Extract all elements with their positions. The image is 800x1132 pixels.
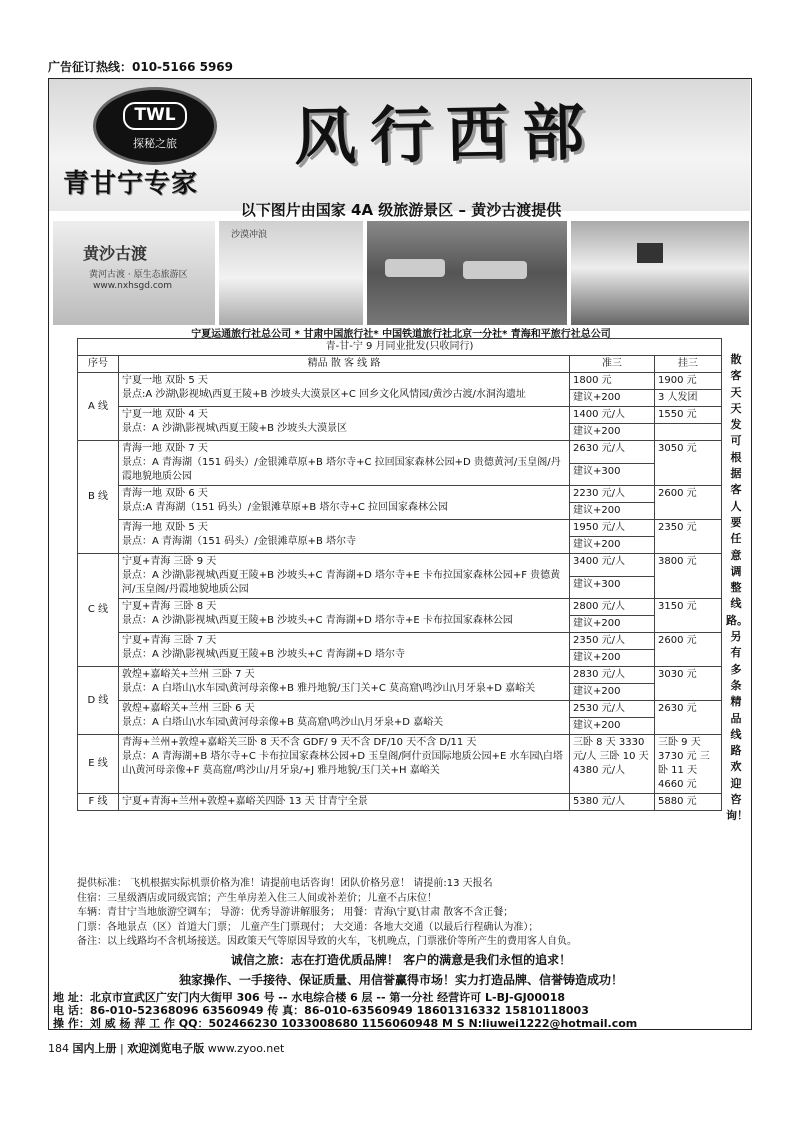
col-header: 准三: [570, 356, 655, 373]
route-cell: [119, 599, 570, 633]
price-standard: 2530 元/人: [570, 701, 655, 718]
motto-operation: 独家操作、一手接待、保证质量、用信誉赢得市场！实力打造品牌、信誉铸造成功！: [178, 973, 623, 987]
table-row: [78, 735, 722, 794]
route-cell: [119, 701, 570, 735]
price-note: 建议+200: [570, 650, 655, 667]
route-title: 宁夏+青海 三卧 9 天: [122, 556, 217, 567]
contact-block: [53, 991, 753, 1030]
contact-address: 地 址：北京市宣武区广安门内大街甲 306 号 -- 水电综合楼 6 层 -- 第一分社 经营许可 L-BJ-GJ00018: [53, 991, 566, 1004]
table-row: [78, 667, 722, 684]
contact-phone: 电 话：86-010-52368096 63560949 传 真：86-010-63560949 18601316332 15810118003: [53, 1004, 589, 1017]
main-title: 风行西部: [293, 95, 599, 174]
terms-remarks: 备注：以上线路均不含机场接送。因政策天气等原因导致的火车，飞机晚点，门票涨价等所产生的费用客人自负。: [77, 936, 577, 947]
route-title: 宁夏+青海 三卧 8 天: [122, 601, 217, 612]
line-label: B 线: [78, 441, 119, 554]
price-standard: 2230 元/人: [570, 486, 655, 503]
terms-lodging: 住宿：三星级酒店或同级宾馆；产生单房差入住三人间或补差价；儿童不占床位！: [77, 892, 437, 904]
price-hotel: 3030 元: [655, 667, 722, 701]
photo-url: www.nxhsgd.com: [93, 281, 173, 291]
price-standard: 1400 元/人: [570, 407, 655, 424]
route-title: 敦煌+嘉峪关+兰州 三卧 7 天: [122, 669, 255, 680]
price-note: 建议+300: [570, 463, 655, 486]
route-cell: [119, 794, 570, 811]
route-spots: 景点：A 青海湖（151 码头）/金银滩草原+B 塔尔寺+C 拉回国家森林公园+D 贵德黄河/玉皇阁/丹霞地貌地质公园: [122, 457, 561, 482]
route-title: 敦煌+嘉峪关+兰州 三卧 6 天: [122, 703, 255, 714]
advertisement-frame: [48, 78, 752, 1030]
price-note: [655, 424, 722, 441]
terms-vehicle: 车辆：青甘宁当地旅游空调车； 导游：优秀导游讲解服务； 用餐：青海\宁夏\甘肃 散客不含正餐；: [77, 907, 514, 918]
price-note: 建议+200: [570, 424, 655, 441]
terms-standard: 提供标准： 飞机根据实际机票价格为准！请提前电话咨询！团队价格另意！ 请提前:13 天报名: [77, 878, 493, 889]
line-label: F 线: [78, 794, 119, 811]
photo-pavilion: [571, 221, 749, 325]
photo-credit: 以下图片由国家 4A 级旅游景区 – 黄沙古渡提供: [240, 201, 562, 219]
logo-name: 探秘之旅: [133, 137, 177, 150]
route-cell: [119, 373, 570, 407]
motto-integrity: 诚信之旅：志在打造优质品牌！ 客户的满意是我们永恒的追求！: [230, 953, 572, 967]
route-spots: 景点：A 青海湖+B 塔尔寺+C 卡布拉国家森林公园+D 玉皇阁/阿什贡国际地质公园+E 水车园\白塔山\黄河母亲像+F 莫高窟/鸣沙山/月牙泉/+J 雅丹地貌/玉门关+H 嘉峪关: [122, 751, 563, 776]
price-note: 建议+200: [570, 718, 655, 735]
price-note: 建议+200: [570, 390, 655, 407]
table-row: [78, 554, 722, 577]
header-banner: [49, 79, 750, 211]
contact-operators: 操 作：刘 威 杨 萍 工 作 QQ：502466230 1033008680 1156060948 M S N:liuwei1222@hotmail.com: [53, 1017, 638, 1030]
table-row: [78, 373, 722, 390]
logo-mark: TWL: [123, 102, 187, 130]
slogan: 青甘宁专家: [63, 169, 199, 199]
price-standard: 2830 元/人: [570, 667, 655, 684]
route-cell: [119, 735, 570, 794]
route-cell: [119, 441, 570, 486]
welcome-text: 欢迎浏览电子版: [127, 1042, 205, 1055]
photo-desert-surf: [219, 221, 363, 325]
brand-logo: [93, 87, 217, 165]
ad-hotline: 广告征订热线：010-5166 5969: [48, 60, 234, 74]
table-row: [78, 486, 722, 503]
price-hotel: 1900 元: [655, 373, 722, 390]
route-spots: 景点:A 青海湖（151 码头）/金银滩草原+B 塔尔寺+C 拉回国家森林公园: [122, 502, 448, 513]
price-hotel: 2350 元: [655, 520, 722, 554]
photo-title: 黄沙古渡: [83, 244, 148, 263]
site-url[interactable]: www.zyoo.net: [207, 1042, 285, 1055]
price-standard: 1950 元/人: [570, 520, 655, 537]
line-label: D 线: [78, 667, 119, 735]
price-standard: 三卧 8 天 3330 元/人 三卧 10 天 4380 元/人: [570, 735, 655, 794]
price-note: 建议+200: [570, 503, 655, 520]
table-caption: 青-甘-宁 9 月同业批发(只收同行): [78, 339, 722, 356]
route-cell: [119, 554, 570, 599]
route-spots: 景点：A 沙湖\影视城\西夏王陵+B 沙坡头+C 青海湖+D 塔尔寺+E 卡布拉国家森林公园+F 贵德黄河/玉皇阁/丹霞地貌地质公园: [122, 570, 561, 595]
price-table: [77, 338, 722, 811]
price-hotel: 3050 元: [655, 441, 722, 486]
col-header: 精品 散 客 线 路: [119, 356, 570, 373]
route-title: 宁夏一地 双卧 5 天: [122, 375, 208, 386]
route-cell: [119, 407, 570, 441]
photo-huangsha-gudu: [53, 221, 215, 325]
terms-tickets: 门票：各地景点（区）首道大门票； 儿童产生门票现付； 大交通：各地大交通（以最后行程确认为准）；: [77, 921, 539, 933]
price-hotel: 1550 元: [655, 407, 722, 424]
route-title: 青海+兰州+敦煌+嘉峪关三卧 8 天不含 GDF/ 9 天不含 DF/10 天不含 D/11 天: [122, 737, 477, 748]
table-row: [78, 633, 722, 650]
photo-raft-river: [367, 221, 567, 325]
price-standard: 1800 元: [570, 373, 655, 390]
route-spots: 景点:A 沙湖\影视城\西夏王陵+B 沙坡头大漠景区+C 回乡文化风情园/黄沙古渡/水洞沟遗址: [122, 389, 526, 400]
route-spots: 景点：A 白塔山\水车园\黄河母亲像+B 莫高窟\鸣沙山\月牙泉+D 嘉峪关: [122, 717, 444, 728]
route-spots: 景点：A 青海湖（151 码头）/金银滩草原+B 塔尔寺: [122, 536, 357, 547]
col-header: 序号: [78, 356, 119, 373]
price-hotel: 3800 元: [655, 554, 722, 599]
route-spots: 景点：A 白塔山\水车园\黄河母亲像+B 雅丹地貌/玉门关+C 莫高窟\鸣沙山\月牙泉+D 嘉峪关: [122, 683, 536, 694]
price-note: 建议+200: [570, 537, 655, 554]
photo-title: 沙漠冲浪: [231, 230, 268, 240]
route-title: 宁夏+青海+兰州+敦煌+嘉峪关四卧 13 天 甘青宁全景: [122, 796, 368, 807]
table-row: [78, 794, 722, 811]
line-label: C 线: [78, 554, 119, 667]
service-terms: [77, 877, 737, 950]
route-spots: 景点：A 沙湖\影视城\西夏王陵+B 沙坡头大漠景区: [122, 423, 348, 434]
route-title: 青海一地 双卧 6 天: [122, 488, 208, 499]
photo-subtitle: 黄河古渡 · 原生态旅游区: [89, 270, 188, 280]
table-row: [78, 599, 722, 616]
table-row: [78, 701, 722, 718]
side-note: 散客天天发可根据客人要任意调整线路。另有多条精品线路欢迎咨询！: [726, 353, 748, 823]
price-standard: 5380 元/人: [570, 794, 655, 811]
price-note: 建议+200: [570, 616, 655, 633]
price-standard: 2350 元/人: [570, 633, 655, 650]
table-row: [78, 520, 722, 537]
price-note: 建议+300: [570, 576, 655, 599]
route-spots: 景点：A 沙湖\影视城\西夏王陵+B 沙坡头+C 青海湖+D 塔尔寺+E 卡布拉国家森林公园: [122, 615, 513, 626]
route-cell: [119, 633, 570, 667]
partner-agencies: 宁夏运通旅行社总公司 * 甘肃中国旅行社* 中国铁道旅行社北京一分社* 青海和平旅行社总公司: [191, 329, 611, 340]
table-row: [78, 407, 722, 424]
line-label: A 线: [78, 373, 119, 441]
price-standard: 2800 元/人: [570, 599, 655, 616]
price-standard: 2630 元/人: [570, 441, 655, 464]
route-spots: 景点：A 沙湖\影视城\西夏王陵+B 沙坡头+C 青海湖+D 塔尔寺: [122, 649, 405, 660]
page-number: 184: [48, 1042, 69, 1055]
price-hotel: 5880 元: [655, 794, 722, 811]
price-hotel: 三卧 9 天 3730 元 三卧 11 天 4660 元: [655, 735, 722, 794]
price-hotel: 3150 元: [655, 599, 722, 633]
col-header: 挂三: [655, 356, 722, 373]
price-hotel: 2600 元: [655, 486, 722, 520]
section-name: 国内上册: [72, 1042, 117, 1055]
page-footer: 184 国内上册 | 欢迎浏览电子版 www.zyoo.net: [48, 1042, 285, 1055]
route-cell: [119, 667, 570, 701]
route-cell: [119, 520, 570, 554]
price-note: 3 人发团: [655, 390, 722, 407]
price-hotel: 2630 元: [655, 701, 722, 735]
line-label: E 线: [78, 735, 119, 794]
route-title: 宁夏一地 双卧 4 天: [122, 409, 208, 420]
route-cell: [119, 486, 570, 520]
table-row: [78, 441, 722, 464]
price-standard: 3400 元/人: [570, 554, 655, 577]
route-title: 青海一地 双卧 7 天: [122, 443, 208, 454]
route-title: 青海一地 双卧 5 天: [122, 522, 208, 533]
route-title: 宁夏+青海 三卧 7 天: [122, 635, 217, 646]
price-hotel: 2600 元: [655, 633, 722, 667]
price-note: 建议+200: [570, 684, 655, 701]
photo-strip: [53, 221, 749, 325]
